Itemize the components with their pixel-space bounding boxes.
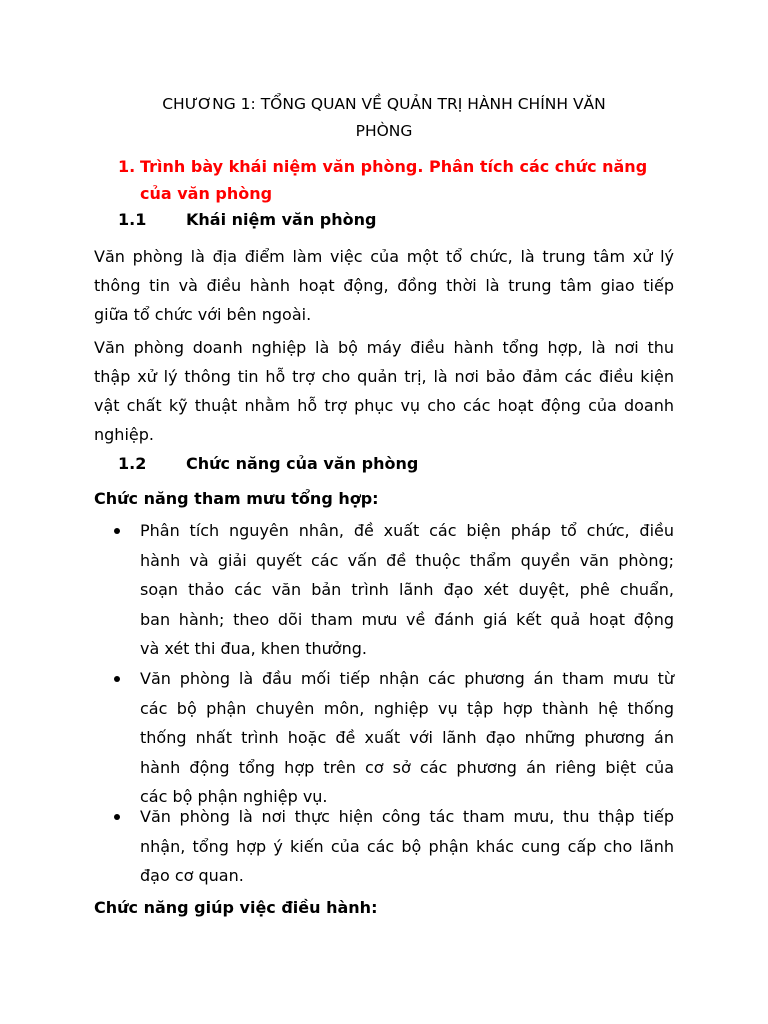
section-title: Chức năng của văn phòng (186, 454, 419, 473)
list-item-line: soạn thảo các văn bản trình lãnh đạo xét duyệt, phê chuẩn, (140, 580, 674, 599)
paragraph-line: giữa tổ chức với bên ngoài. (94, 305, 312, 324)
list-item-line: đạo cơ quan. (140, 866, 244, 885)
section-heading-1-1 (118, 209, 376, 231)
paragraph-office-definition (94, 242, 674, 329)
paragraph-line: Văn phòng là địa điểm làm việc của một tổ chức, là trung tâm xử lý (94, 247, 674, 266)
list-item (140, 516, 674, 664)
bullet-icon (114, 528, 120, 534)
paragraph-line: thông tin và điều hành hoạt động, đồng thời là trung tâm giao tiếp (94, 276, 674, 295)
bullet-icon (114, 676, 120, 682)
paragraph-line: nghiệp. (94, 425, 154, 444)
list-item-line: các bộ phận chuyên môn, nghiệp vụ tập hợp thành hệ thống (140, 698, 674, 718)
list-item-line: Văn phòng là đầu mối tiếp nhận các phương án tham mưu từ (140, 669, 674, 688)
list-item (140, 802, 674, 891)
chapter-title-line-1: CHƯƠNG 1: TỔNG QUAN VỀ QUẢN TRỊ HÀNH CHÍNH VĂN (162, 95, 606, 113)
chapter-title (94, 91, 674, 145)
section-title: Khái niệm văn phòng (186, 210, 377, 229)
list-item-line: thống nhất trình hoặc đề xuất với lãnh đạo những phương án (140, 728, 674, 747)
question-heading-line-2: của văn phòng (140, 184, 273, 203)
paragraph-line: Văn phòng doanh nghiệp là bộ máy điều hành tổng hợp, là nơi thu (94, 338, 674, 357)
question-number: 1. (118, 157, 136, 176)
paragraph-enterprise-office (94, 333, 674, 449)
list-item-line: hành động tổng hợp trên cơ sở các phương án riêng biệt của (140, 757, 674, 777)
chapter-title-line-2: PHÒNG (355, 122, 413, 140)
section-number: 1.2 (118, 454, 147, 473)
bullet-icon (114, 814, 120, 820)
list-item (140, 664, 674, 812)
list-item-line: nhận, tổng hợp ý kiến của các bộ phận khác cung cấp cho lãnh (140, 836, 674, 856)
list-item-line: Văn phòng là nơi thực hiện công tác tham mưu, thu thập tiếp (140, 807, 674, 826)
section-number: 1.1 (118, 210, 147, 229)
question-heading (118, 153, 678, 207)
paragraph-line: vật chất kỹ thuật nhằm hỗ trợ phục vụ cho các hoạt động của doanh (94, 396, 674, 415)
list-item-line: ban hành; theo dõi tham mưu về đánh giá kết quả hoạt động (140, 609, 674, 629)
function-label-advisory: Chức năng tham mưu tổng hợp: (94, 489, 379, 508)
section-heading-1-2 (118, 453, 418, 475)
list-item-line: và xét thi đua, khen thưởng. (140, 639, 367, 658)
function-label-executive-support: Chức năng giúp việc điều hành: (94, 898, 378, 917)
list-item-line: hành và giải quyết các vấn đề thuộc thẩm quyền văn phòng; (140, 550, 674, 570)
list-item-line: các bộ phận nghiệp vụ. (140, 787, 328, 806)
paragraph-line: thập xử lý thông tin hỗ trợ cho quản trị, là nơi bảo đảm các điều kiện (94, 367, 674, 386)
list-item-line: Phân tích nguyên nhân, đề xuất các biện pháp tổ chức, điều (140, 521, 674, 540)
question-heading-line-1: Trình bày khái niệm văn phòng. Phân tích các chức năng (140, 157, 648, 176)
